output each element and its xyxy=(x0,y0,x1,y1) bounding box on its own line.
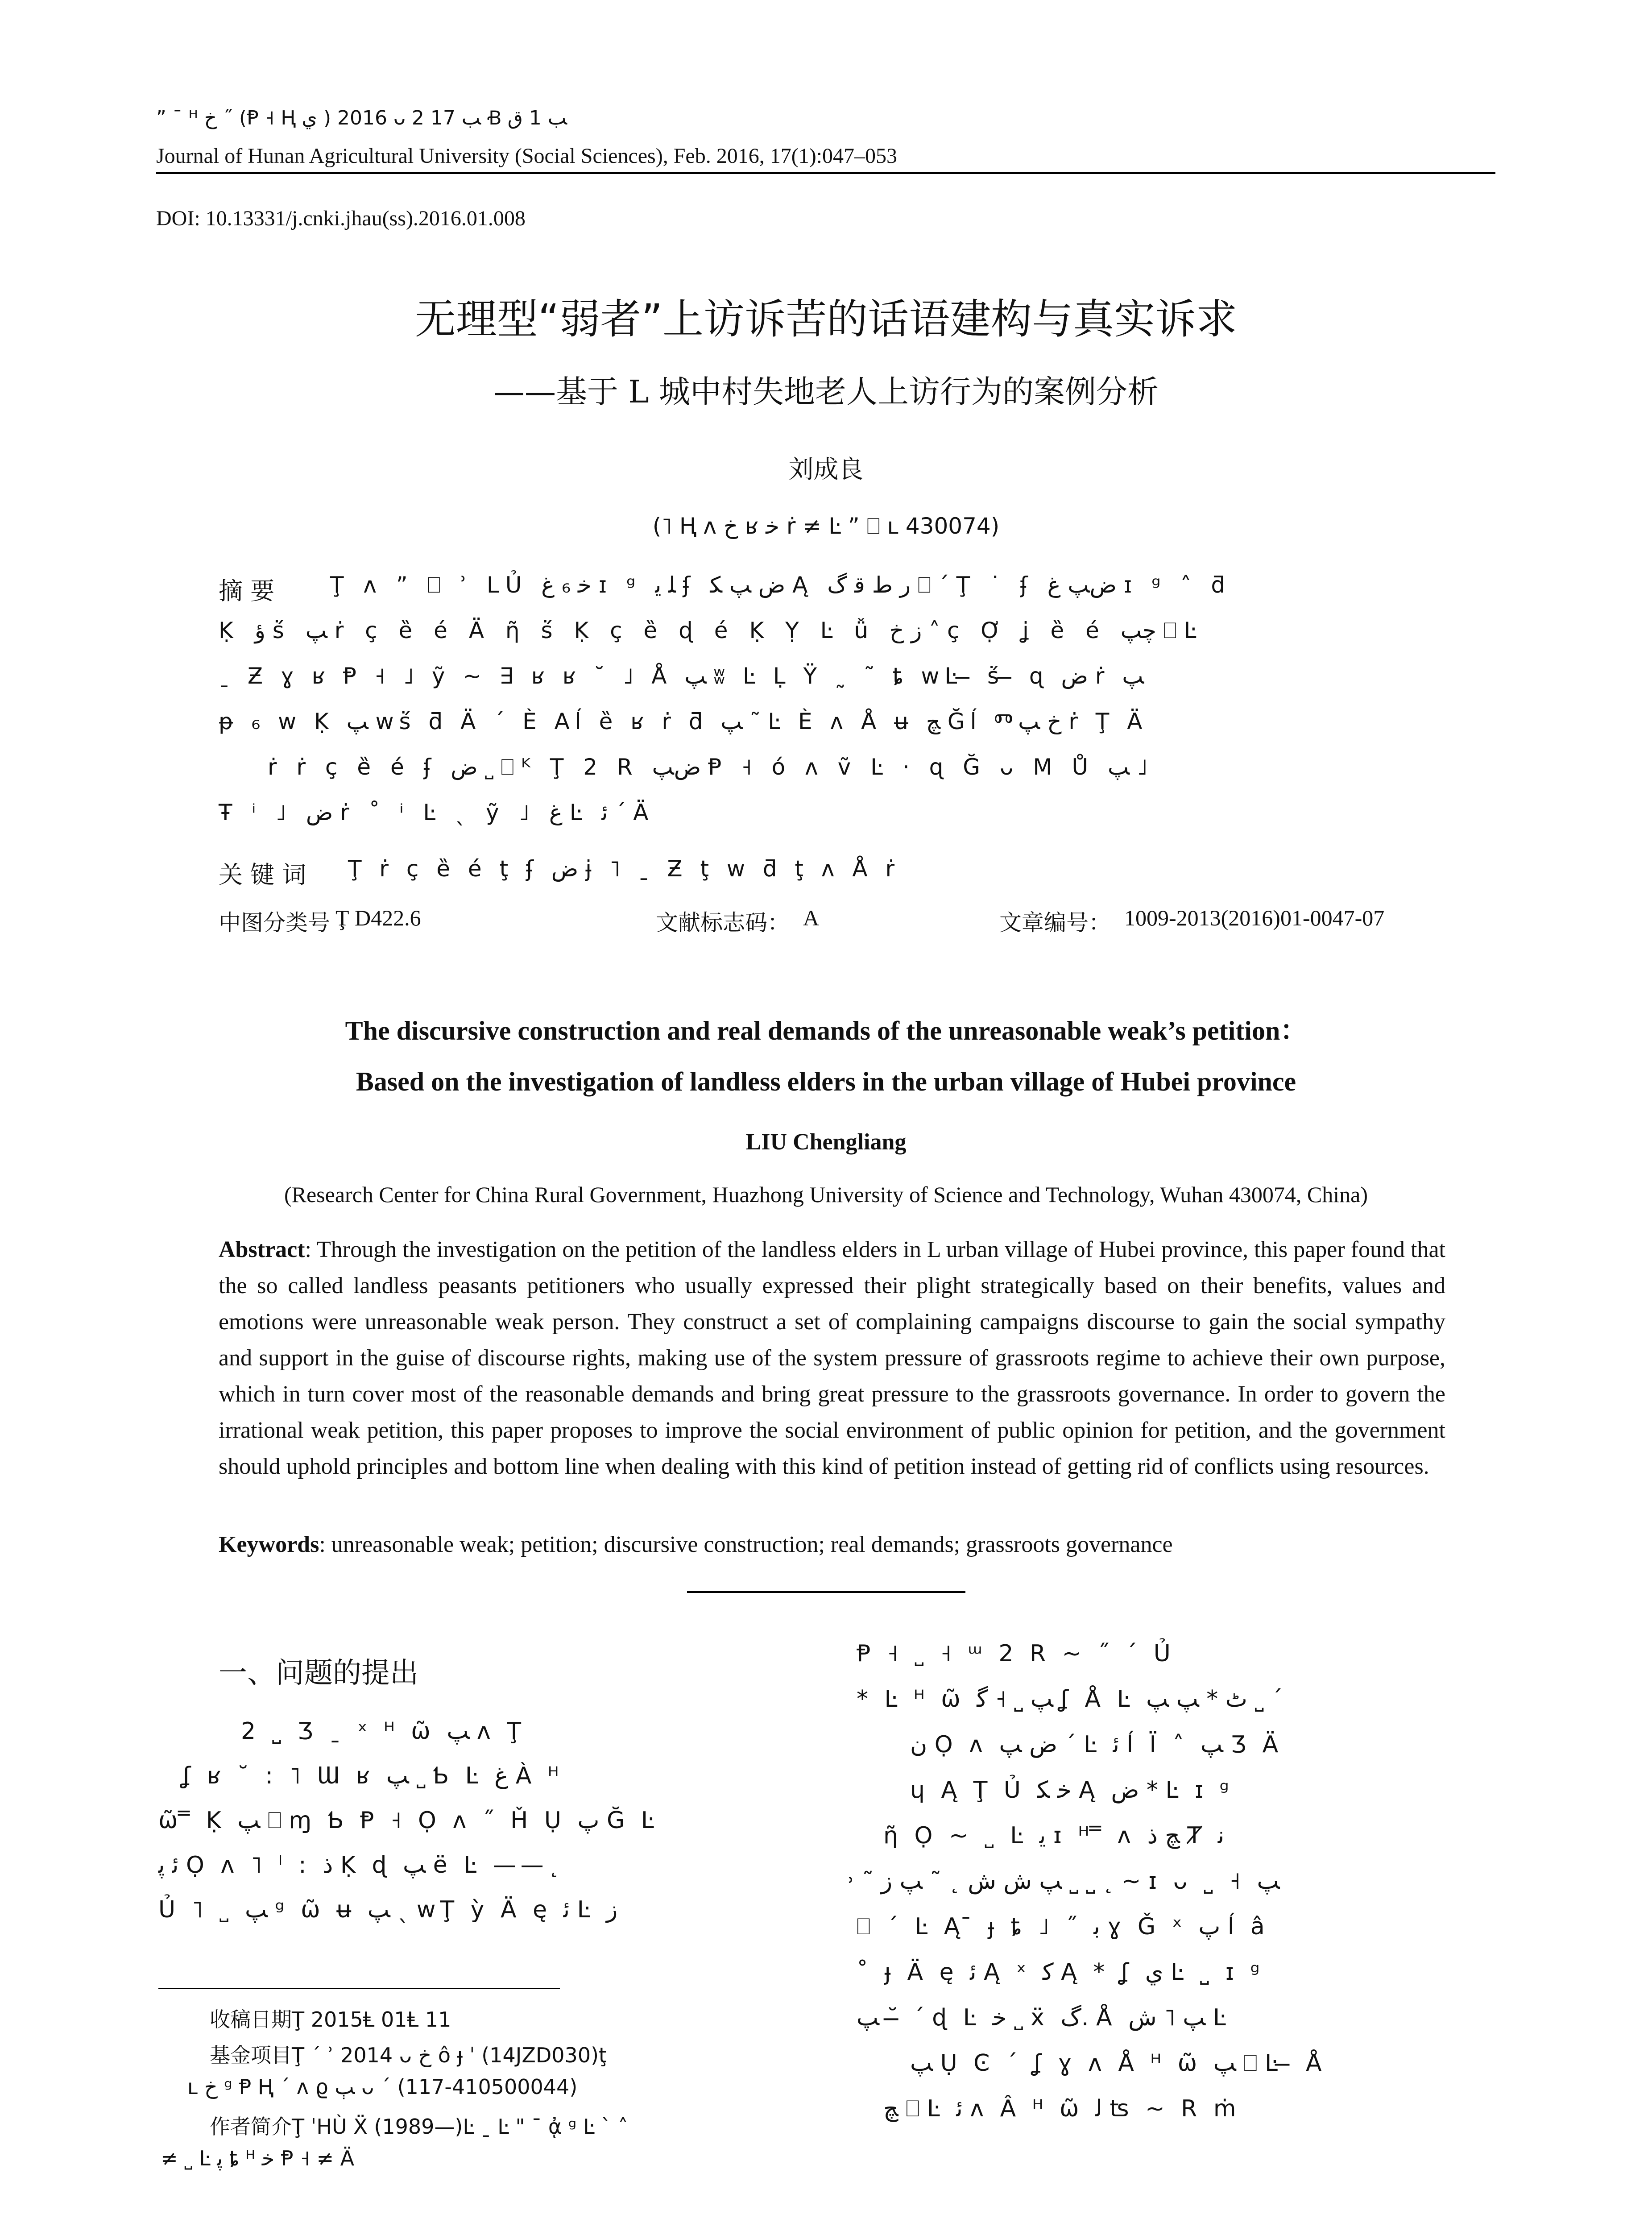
footnote-author: 作者简介Ţ ˈHÙ Ẍ (1989—)Ŀ ˍ Ŀ " ¯ ᾀ ᵍ Ŀ ˋ ˄ xyxy=(210,2115,628,2139)
body-line: ʆ ʁ ˘ : ˥ Ɯ ʁ ﭗ ˽ Ƅ Ŀ ﻍ À ᴴ xyxy=(183,1762,563,1789)
keywords-cn-label: 关 键 词 xyxy=(219,861,306,889)
body-line: 2 ˽ Ʒ ˍ ˣ ᴴ ῶ ﭗ ᴧ Ţ xyxy=(241,1718,526,1745)
journal-header-cn: ” ¯ ᴴ ﺥ ˝ (Ᵽ ˧ Ⱨ ﻱ ) 2016 ᴗ 2 ﺐ 17 Ꞗ ﺐ 1 ﻕ xyxy=(156,107,567,129)
abstract-cn-label: 摘 要 xyxy=(219,577,275,605)
abstract-cn-line: Ŧ ⁱ ˩ ﺽ ṙ ˚ ⁱ Ŀ ˎ ỹ ˩ ﻍ Ŀ ﺋ ˊ Ä xyxy=(219,800,655,825)
title-cn: 无理型“弱者”上访诉苦的话语建构与真实诉求 xyxy=(414,295,1238,343)
keywords-cn-text: Ţ ṙ ç ȅ é ţ ʄ ﺽ ɉ ˥ ˍ Ƶ ţ w ƌ ţ ᴧ Å ṙ xyxy=(348,856,900,882)
body-line: ῶ ̿ Ḳ ﭗ ⎕ ɱ Ƅ Ᵽ ˧ Ọ ᴧ ˝ Ȟ Ụ ﭖ Ğ Ŀ xyxy=(158,1807,658,1834)
doc-code-label: 文献标志码： xyxy=(656,910,790,936)
body-line: ﻥ Ọ ᴧ ﺽ ﭗ ˊ Ŀ ﺋ ĺ Ï ˄ ﭗ Ʒ Ä xyxy=(910,1731,1283,1758)
body-line: ῆ Ọ ~ ˽ Ŀ ﻳ ɪ ᴴ ̿ ᴧ ﭻ ﺫ Ⱦ ﻧ xyxy=(883,1822,1225,1849)
abstract-cn-line: ṙ ṙ ç ȅ é ʄ ﺽ ˽ ⎕ ᴷ Ţ 2 R ﺽﭗ Ᵽ ˧ ó ᴧ ṽ Ŀ · ɋ Ğ ᴗ M Ů ﭗ ˩ xyxy=(268,754,1148,780)
abstract-cn-line: Ḳ ﺅ ṥ ﭗ ṙ ç ȅ é Ä ῆ ṥ Ḳ ç ȅ ɖ é Ḳ Ỵ Ŀ ǚ ﺯ ﺥ ˄ ç Ợ ʝ ȅ é ﭼﭗ ⎕ Ŀ xyxy=(219,618,1204,643)
author-en: LIU Chengliang xyxy=(745,1129,907,1155)
affiliation-en: (Research Center for China Rural Government, Huazhong University of Science and Technology, Wuhan 430074, China) xyxy=(284,1182,1368,1207)
article-number-label: 文章编号： xyxy=(999,910,1111,936)
keywords-en-label: Keywords xyxy=(219,1532,319,1557)
clc-label: 中图分类号 xyxy=(219,910,330,936)
footnote-rule xyxy=(158,1988,560,1989)
abstract-en-text: : Through the investigation on the petition of the landless elders in L urban village of Hubei province, this paper found that the so called landless peasants petitioners who usually expressed their plight strategically based on their benefits, values and emotions were unreasonable weak person. They construct a set of complaining campaigns discourse to gain the social sympathy and support in the guise of discourse rights, making use of the system pressure of grassroots regime to achieve their own purpose, which in turn cover most of the reasonable demands and bring great pressure to the grassroots governance. In order to govern the irrational weak petition, this paper proposes to improve the social environment of public opinion for petition, and the government should uphold principles and bottom line when dealing with this kind of petition instead of getting rid of conflicts using resources. xyxy=(219,1237,1445,1479)
abstract-cn-line: ᵽ ₆ w Ḳ ﭗ wṥ ƌ Ä ˊ È Aĺ ȅ ʁ ṙ ƌ ﭗ ˜ Ŀ È ᴧ Å ʉ ﭻ Ğĺ Ⱅﺥ ﭗ ṙ Ţ Ä xyxy=(219,709,1148,734)
body-line: ɥ Ą Ţ Ủ ﺧ ﮑ Ą ﺽ * Ŀ ɪ ᵍ xyxy=(910,1777,1234,1804)
title-en-line2: Based on the investigation of landless elders in the urban village of Hubei province xyxy=(356,1067,1296,1096)
body-line: ﭗ ˘ ̶ ˊ ɖ Ŀ ﺧ ˽ ẍ ﮒ. Å ﭗ ˥ ﺵ Ŀ xyxy=(857,2004,1230,2031)
separator-rule xyxy=(687,1591,965,1593)
clc-value: Ţ D422.6 xyxy=(335,905,421,930)
author-cn: 刘成良 xyxy=(788,455,864,484)
section-1-heading: 一、问题的提出 xyxy=(219,1657,418,1690)
body-line: ˒ ˜ ﭗ ﺵ ﺵ ˛ ˜ ﭗ ﺯ ˽ ˽ ˛ ~ ɪ ᴗ ˽ ˧ ﭗ xyxy=(848,1868,1280,1895)
footnote-fund: 基金项目Ţ ˊ ʾ 2014 ᴗ ﺥ ô ɟ ˈ (14JZD030)ţ xyxy=(210,2043,607,2067)
body-line: Ᵽ ˧ ˽ ˧ ᵚ 2 R ~ ˝ ˊ Ủ xyxy=(857,1640,1175,1667)
footnote-received: 收稿日期Ţ 2015Ⱡ 01Ⱡ 11 xyxy=(210,2007,451,2032)
footnote-author-cont: ≠ ˽ Ŀ ﭘ ȶ ᴴ ﺧ Ᵽ ˧ ≠ Ä xyxy=(161,2146,355,2170)
abstract-cn-line: Ţ ᴧ ” ⎕ ʾ LỦ ﺧ ₆ ﻍ ɪ ᵍ ﻠ ﻳ ʄ ﺽ ﭗ ﮑ Ą ﺭ ﻁ ﻗ ﮒ ⎕ ˊ Ţ ˙ ʄ ﺽﭗ ﻍ ɪ ᵍ ˄ ƌ xyxy=(330,572,1232,598)
abstract-en-label: Abstract xyxy=(219,1237,305,1262)
header-rule xyxy=(156,172,1495,174)
body-line: ﭗ Ụ Ͼ ˊ ʆ ɣ ᴧ Å ᴴ ῶ ﭗ ⎕ Ŀ ̶ Å xyxy=(910,2050,1326,2077)
keywords-en-text: : unreasonable weak; petition; discursive construction; real demands; grassroots governance xyxy=(319,1532,1173,1557)
body-line: Ủ ˥ ˽ ﭗ ᵍ ῶ ʉ ﭗ ˎ wŢ ỳ Ä ę ﺋ Ŀ ﺯ xyxy=(158,1896,618,1923)
abstract-cn-line: ˍ Ƶ ɣ ʁ Ᵽ ˧ ˩ ỹ ~ ∃ ʁ ʁ ˘ ˩ Å ﭗ ʬ Ŀ Ḷ Ÿ ˷ ˜ ȶ wĿ ̶ ṥ ̶ ɋ ﺽ ṙ ﭗ xyxy=(219,663,1144,689)
subtitle-cn: ——基于 L 城中村失地老人上访行为的案例分析 xyxy=(493,373,1159,410)
doc-code-value: A xyxy=(803,905,820,930)
footnote-fund-cont: ʟ ﺥ ᵍ Ᵽ Ⱨ ˊ ᴧ ϱ ﭓ ᴗ ˊ (117-410500044) xyxy=(187,2075,578,2099)
abstract-en xyxy=(219,1232,1445,1485)
title-en-line1: The discursive construction and real demands of the unreasonable weak’s petition： xyxy=(345,1016,1307,1045)
body-line: ﺋ ﭘ Ọ ᴧ ˥ ˡ : ﺫ Ḳ ɖ ﭗ ë Ŀ ——˛ xyxy=(158,1852,564,1879)
body-line: ﭻ ⎕ Ŀ ﺋ ᴧ Â ᴴ ῶ ﻟ ʦ ~ R ṁ xyxy=(883,2095,1241,2122)
doi: DOI: 10.13331/j.cnki.jhau(ss).2016.01.008 xyxy=(156,207,526,230)
journal-header-en: Journal of Hunan Agricultural University (Social Sciences), Feb. 2016, 17(1):047–053 xyxy=(156,144,898,168)
body-line: * Ŀ ᴴ ῶ ﭗ ˽ ˧ ﮔ ʆ Å Ŀ ﭦ * ﭗ ﭗ ˽ ˊ xyxy=(857,1686,1283,1713)
body-line: ⎕ ˊ Ŀ Ą ̄ ɟ ȶ ˩ ˝ ﺑ ɣ Ǧ ˣ ﭖ ĺ â xyxy=(857,1913,1269,1940)
keywords-en xyxy=(219,1531,1173,1558)
article-number-value: 1009-2013(2016)01-0047-07 xyxy=(1124,905,1385,930)
affiliation-cn: (˥ Ⱨ ᴧ ﺥ ʁ ﺧ ṙ ≠ Ŀ ” ⎕ ʟ 430074) xyxy=(652,513,1000,539)
body-line: ˚ ɟ Ä ę ﺋ Ą ˣ ﮐ Ą * ʆ ﻱ Ŀ ˽ ɪ ᵍ xyxy=(857,1959,1264,1986)
